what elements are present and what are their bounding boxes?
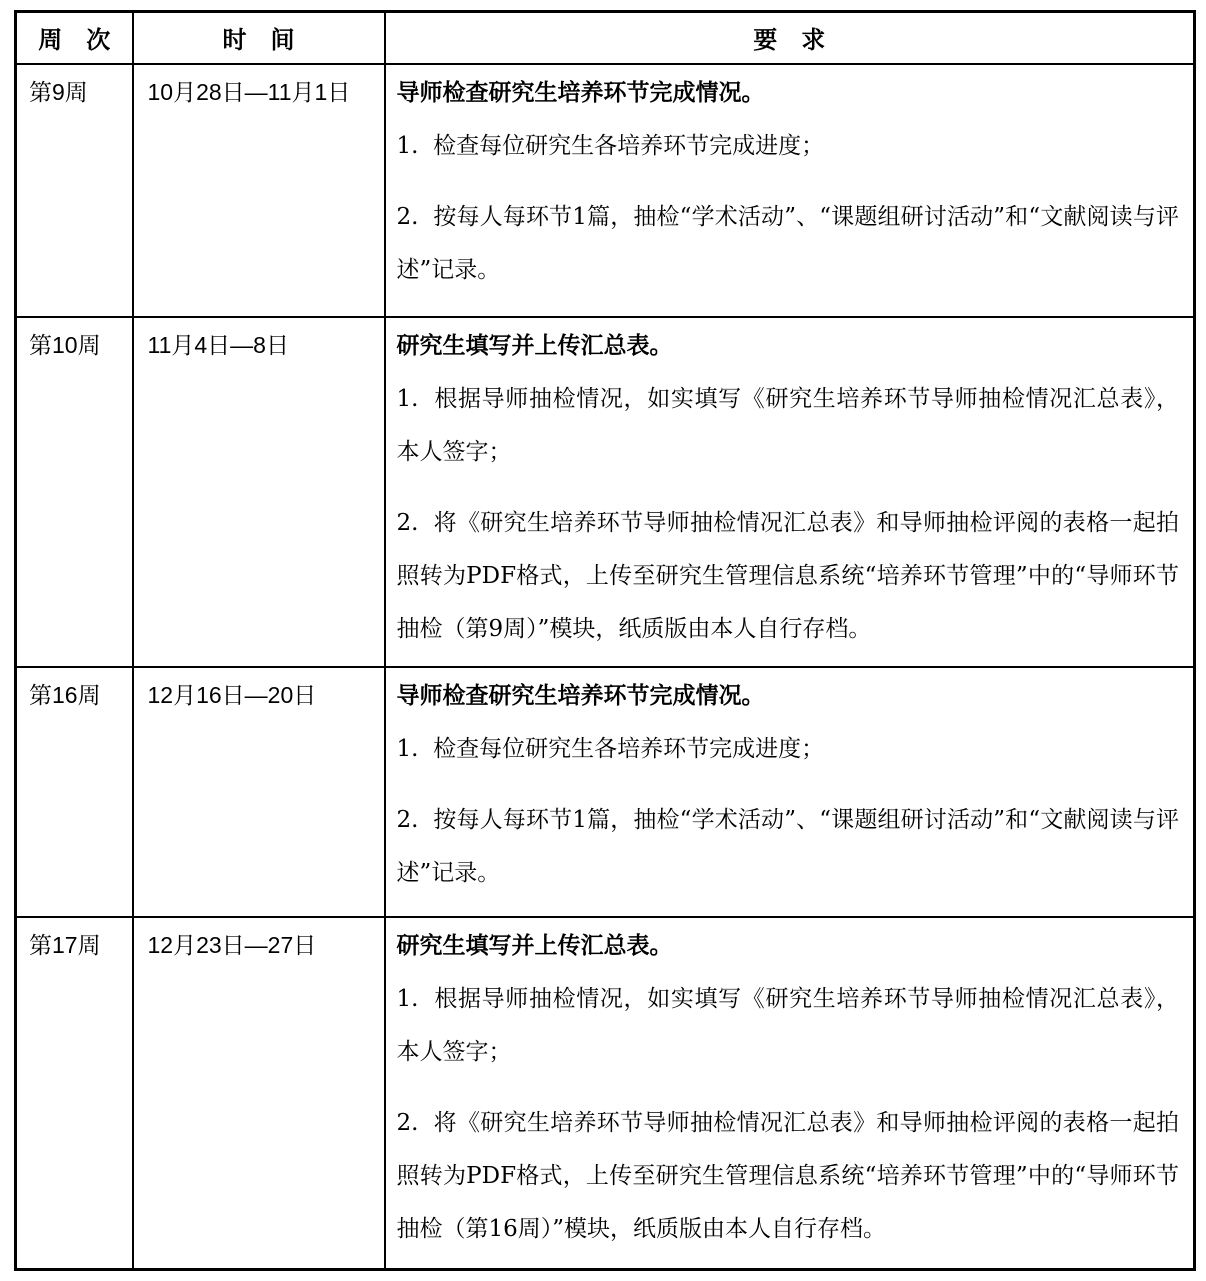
requirement-item: 2. 按每人每环节1篇，抽检“学术活动”、“课题组研讨活动”和“文献阅读与评述”记录。 [396,203,1179,283]
requirement-title: 导师检查研究生培养环节完成情况。 [396,682,765,709]
requirement-title: 研究生填写并上传汇总表。 [396,332,673,359]
table-row [16,64,1195,317]
requirement-item: 1. 根据导师抽检情况，如实填写《研究生培养环节导师抽检情况汇总表》，本人签字； [396,385,1179,465]
header-time: 时 间 [133,12,385,64]
requirement-item: 1. 检查每位研究生各培养环节完成进度； [396,735,825,762]
requirement-title: 导师检查研究生培养环节完成情况。 [396,79,765,106]
requirements-cell [385,667,1195,917]
requirement-item: 1. 根据导师抽检情况，如实填写《研究生培养环节导师抽检情况汇总表》，本人签字； [396,985,1179,1065]
table-row [16,917,1195,1270]
header-row [16,12,1195,64]
table-row [16,317,1195,667]
requirement-title: 研究生填写并上传汇总表。 [396,932,673,959]
time-cell: 12月16日—20日 [133,667,385,917]
table-row [16,667,1195,917]
header-week: 周 次 [16,12,133,64]
week-cell: 第17周 [16,917,133,1270]
requirement-item: 2. 将《研究生培养环节导师抽检情况汇总表》和导师抽检评阅的表格一起拍照转为PDF格式，上传至研究生管理信息系统“培养环节管理”中的“导师环节抽检（第9周）”模块，纸质版由本人自行存档。 [396,509,1179,642]
schedule-table [14,10,1196,1271]
time-cell: 11月4日—8日 [133,317,385,667]
time-cell: 12月23日—27日 [133,917,385,1270]
week-cell: 第16周 [16,667,133,917]
week-cell: 第10周 [16,317,133,667]
requirement-item: 2. 按每人每环节1篇，抽检“学术活动”、“课题组研讨活动”和“文献阅读与评述”记录。 [396,806,1179,886]
week-cell: 第9周 [16,64,133,317]
requirements-cell [385,64,1195,317]
requirement-item: 1. 检查每位研究生各培养环节完成进度； [396,132,825,159]
requirements-cell [385,917,1195,1270]
header-requirements: 要 求 [385,12,1195,64]
requirements-cell [385,317,1195,667]
requirement-item: 2. 将《研究生培养环节导师抽检情况汇总表》和导师抽检评阅的表格一起拍照转为PDF格式，上传至研究生管理信息系统“培养环节管理”中的“导师环节抽检（第16周）”模块，纸质版由本人自行存档。 [396,1109,1179,1242]
time-cell: 10月28日—11月1日 [133,64,385,317]
